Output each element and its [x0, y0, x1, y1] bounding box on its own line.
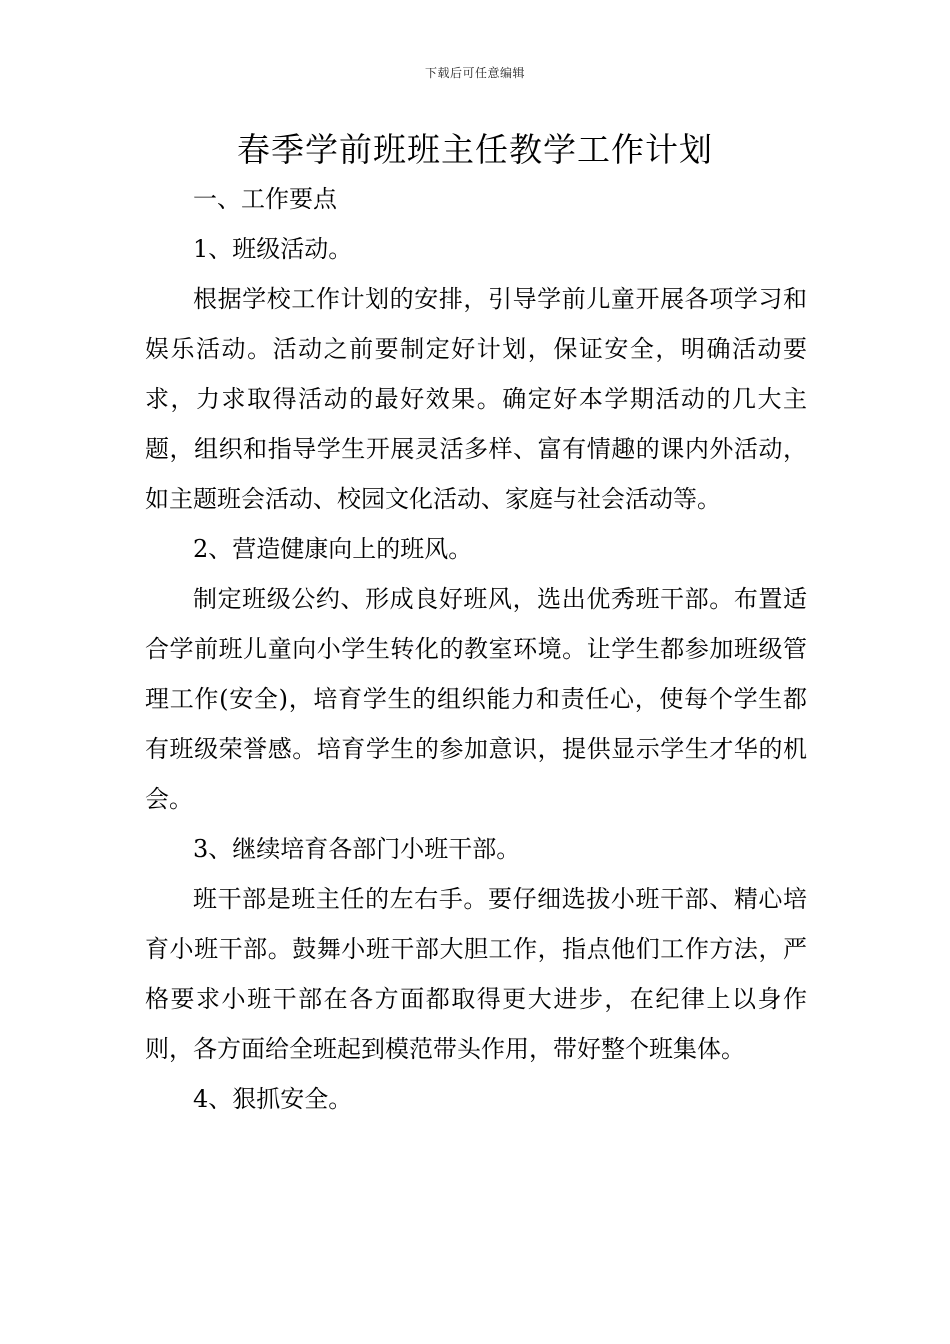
item-heading-safety: 4、狠抓安全。 — [193, 1085, 353, 1113]
item-heading-class-atmosphere: 2、营造健康向上的班风。 — [193, 535, 473, 563]
item-heading-class-cadres: 3、继续培育各部门小班干部。 — [193, 835, 521, 863]
header-note: 下载后可任意编辑 — [424, 66, 525, 80]
section-heading-work-points: 一、工作要点 — [193, 185, 337, 213]
paragraph-class-atmosphere: 制定班级公约、形成良好班风，选出优秀班干部。布置适合学前班儿童向小学生转化的教室环境。让学生都参加班级管理工作(安全)，培育学生的组织能力和责任心，使每个学生都有班级荣誉感。培育学生的参加意识，提供显示学生才华的机会。 — [145, 585, 807, 813]
paragraph-class-activities: 根据学校工作计划的安排，引导学前儿童开展各项学习和娱乐活动。活动之前要制定好计划，保证安全，明确活动要求，力求取得活动的最好效果。确定好本学期活动的几大主题，组织和指导学生开展灵活多样、富有情趣的课内外活动，如主题班会活动、校园文化活动、家庭与社会活动等。 — [145, 285, 807, 513]
item-heading-class-activities: 1、班级活动。 — [193, 235, 353, 263]
document-body — [145, 174, 807, 1124]
paragraph-class-cadres: 班干部是班主任的左右手。要仔细选拔小班干部、精心培育小班干部。鼓舞小班干部大胆工作，指点他们工作方法，严格要求小班干部在各方面都取得更大进步，在纪律上以身作则，各方面给全班起到模范带头作用，带好整个班集体。 — [145, 885, 807, 1063]
document-title: 春季学前班班主任教学工作计划 — [237, 130, 713, 169]
